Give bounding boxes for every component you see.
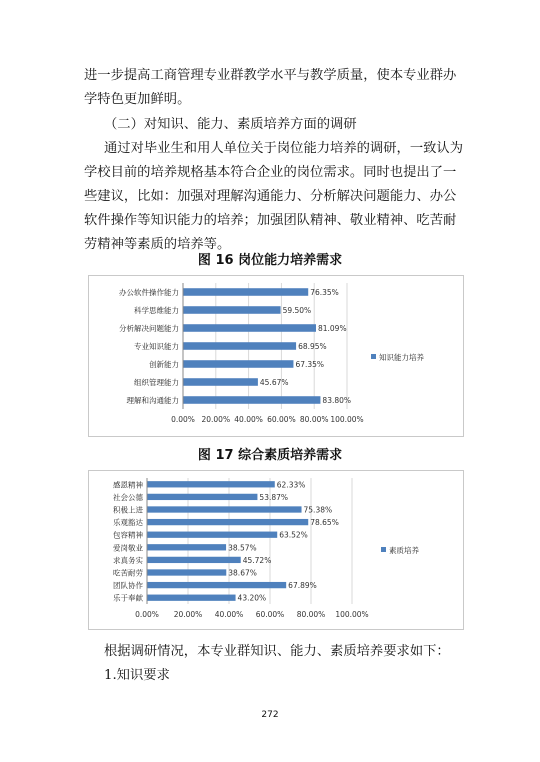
bar [147, 544, 226, 550]
category-label: 爱岗敬业 [113, 543, 143, 553]
chart-quality [88, 470, 464, 630]
page-number: 272 [261, 710, 279, 720]
bar [147, 481, 275, 487]
chart-quality-svg [89, 471, 463, 629]
data-label: 62.33% [276, 480, 306, 490]
x-tick-label: 40.00% [234, 415, 263, 424]
x-tick-label: 20.00% [173, 610, 203, 619]
data-label: 68.95% [298, 342, 327, 351]
category-label: 创新能力 [149, 360, 179, 369]
data-label: 45.67% [259, 378, 289, 387]
category-label: 包容精神 [113, 530, 143, 540]
figure-16-title: 图 16 岗位能力培养需求 [197, 253, 343, 268]
bar [147, 557, 241, 563]
bar [183, 324, 316, 332]
bar [183, 378, 258, 386]
data-label: 38.67% [228, 568, 257, 578]
paragraph-1: 进一步提高工商管理专业群教学水平与教学质量，使本专业群办学特色更加鲜明。 [84, 68, 457, 107]
x-tick-label: 80.00% [296, 610, 326, 619]
bar [147, 494, 257, 500]
data-label: 75.38% [303, 505, 333, 515]
x-tick-label: 80.00% [299, 415, 329, 424]
category-label: 团队协作 [113, 581, 143, 591]
category-label: 办公软件操作能力 [119, 288, 179, 297]
legend-swatch [371, 354, 376, 359]
bar [183, 288, 308, 296]
data-label: 81.09% [317, 324, 347, 333]
bar [147, 595, 236, 601]
list-heading: 1.知识要求 [104, 668, 170, 683]
data-label: 59.50% [282, 306, 312, 315]
data-label: 83.80% [322, 396, 352, 405]
category-label: 科学思维能力 [134, 306, 179, 315]
data-label: 38.57% [228, 543, 257, 553]
bar [147, 532, 277, 538]
data-label: 76.35% [310, 288, 339, 297]
bar [183, 306, 281, 314]
category-label: 求真务实 [113, 555, 143, 565]
chart-job-ability-svg [89, 276, 463, 436]
bar [183, 342, 296, 350]
x-tick-label: 60.00% [255, 610, 285, 619]
x-tick-label: 0.00% [171, 415, 195, 424]
category-label: 理解和沟通能力 [126, 396, 179, 405]
bar [147, 582, 286, 588]
x-tick-label: 20.00% [201, 415, 231, 424]
bar [147, 519, 308, 525]
bar [183, 396, 320, 404]
category-label: 感恩精神 [113, 480, 143, 490]
paragraph-2: 通过对毕业生和用人单位关于岗位能力培养的调研，一致认为学校目前的培养规格基本符合企业的岗位需求。同时也提出了一些建议，比如：加强对理解沟通能力、分析解决问题能力、办公软件操作等知识能力的培养；加强团队精神、敬业精神、吃苦耐劳精神等素质的培养等。 [84, 141, 464, 252]
category-label: 社会公德 [113, 492, 143, 502]
category-label: 专业知识能力 [134, 342, 179, 351]
data-label: 67.35% [295, 360, 325, 369]
figure-17-title: 图 17 综合素质培养需求 [197, 448, 343, 463]
x-tick-label: 0.00% [135, 610, 159, 619]
bar [147, 506, 302, 512]
category-label: 分析解决问题能力 [119, 324, 179, 333]
legend-swatch [381, 547, 386, 552]
category-label: 乐观豁达 [113, 518, 143, 528]
legend-label: 素质培养 [389, 546, 419, 555]
section-heading: （二）对知识、能力、素质培养方面的调研 [104, 117, 357, 132]
bar [147, 569, 226, 575]
data-label: 45.72% [242, 555, 272, 565]
data-label: 78.65% [310, 518, 339, 528]
category-label: 组织管理能力 [134, 378, 179, 387]
x-tick-label: 40.00% [214, 610, 244, 619]
legend-label: 知识能力培养 [379, 353, 424, 362]
bar [183, 360, 293, 368]
x-tick-label: 100.00% [335, 610, 369, 619]
data-label: 67.89% [288, 581, 317, 591]
category-label: 吃苦耐劳 [113, 568, 143, 578]
category-label: 乐于奉献 [113, 593, 143, 603]
data-label: 43.20% [237, 593, 267, 603]
chart-job-ability [88, 275, 464, 437]
data-label: 63.52% [279, 530, 308, 540]
data-label: 53.87% [259, 492, 289, 502]
x-tick-label: 60.00% [267, 415, 296, 424]
x-tick-label: 100.00% [330, 415, 364, 424]
paragraph-3: 根据调研情况，本专业群知识、能力、素质培养要求如下： [104, 644, 450, 659]
category-label: 积极上进 [113, 505, 143, 515]
